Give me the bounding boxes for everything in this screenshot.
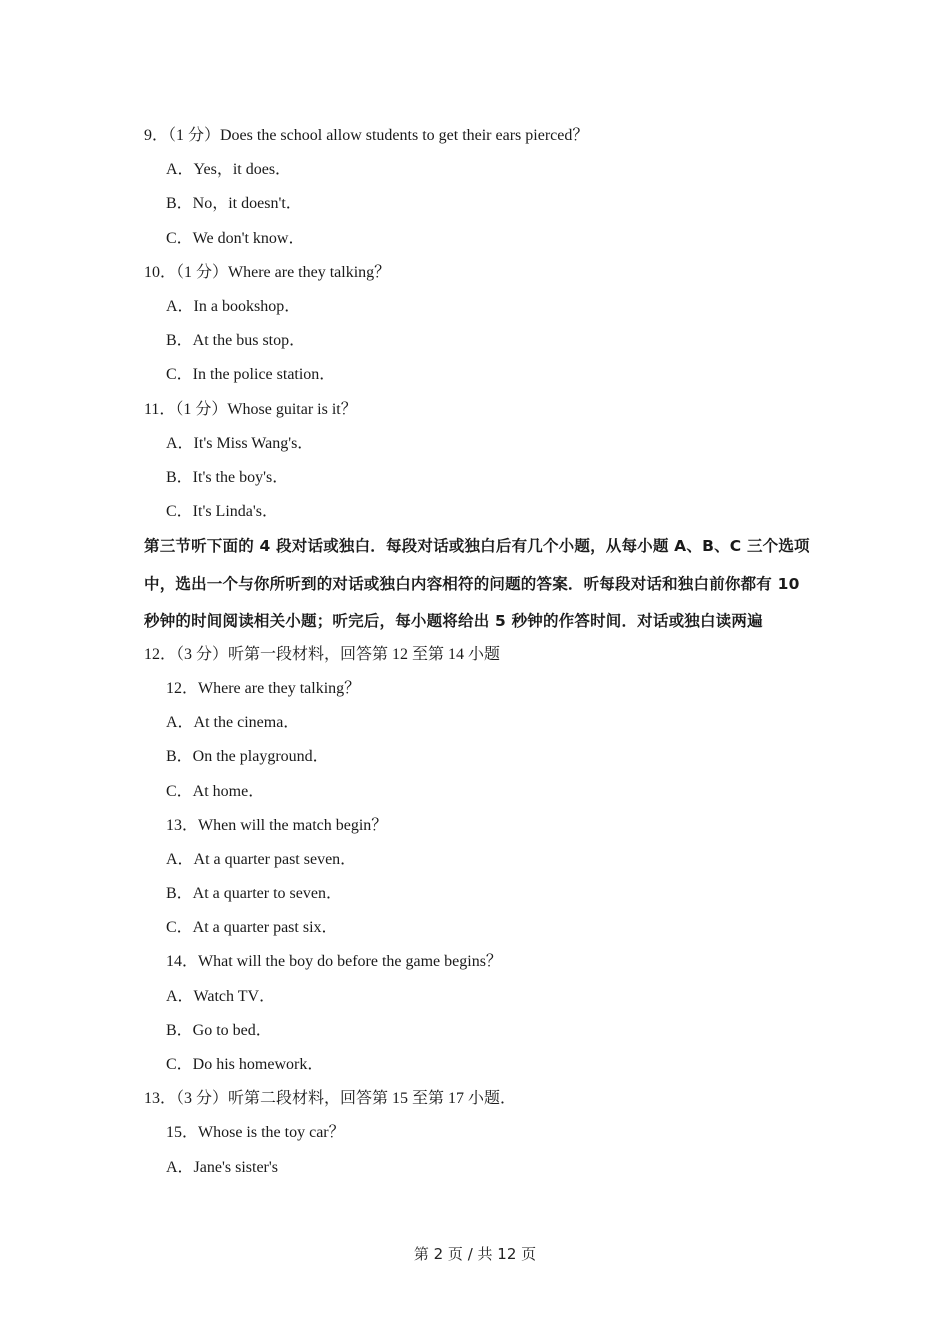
answer-option: B．At a quarter to seven． bbox=[166, 885, 342, 903]
questions-9-11 bbox=[144, 122, 814, 532]
answer-option: A．Yes，it does． bbox=[166, 161, 292, 179]
answer-option: C．Do his homework． bbox=[166, 1056, 324, 1073]
answer-option: B．On the playground． bbox=[166, 748, 329, 766]
answer-option: C．In the police station． bbox=[166, 366, 336, 384]
question-stem: 11．（1 分）Whose guitar is it？ bbox=[144, 400, 357, 418]
answer-option: C．At a quarter past six． bbox=[166, 919, 338, 937]
page-footer: 第 2 页 / 共 12 页 bbox=[413, 1245, 537, 1263]
sub-question: 13．When will the match begin？ bbox=[166, 816, 388, 834]
answer-option: A．At a quarter past seven． bbox=[166, 850, 357, 868]
answer-option: A．It's Miss Wang's． bbox=[166, 434, 314, 452]
answer-option: B．At the bus stop． bbox=[166, 332, 306, 350]
answer-option: B．It's the boy's． bbox=[166, 468, 289, 486]
question-stem: 12．（3 分）听第一段材料，回答第 12 至第 14 小题 bbox=[144, 645, 501, 663]
answer-option: C．It's Linda's． bbox=[166, 503, 278, 521]
answer-option: A．Watch TV． bbox=[166, 987, 276, 1005]
answer-option: C．At home． bbox=[166, 782, 265, 800]
answer-option: A．Jane's sister's bbox=[166, 1158, 278, 1176]
exam-page-content bbox=[144, 122, 814, 1188]
answer-option: A．In a bookshop． bbox=[166, 297, 301, 315]
sub-question: 14．What will the boy do before the game begins？ bbox=[166, 953, 502, 971]
question-stem: 9．（1 分）Does the school allow students to get their ears pierced？ bbox=[144, 127, 589, 144]
answer-option: A．At the cinema． bbox=[166, 714, 300, 732]
question-stem: 10．（1 分）Where are they talking？ bbox=[144, 263, 391, 281]
answer-option: B．Go to bed． bbox=[166, 1021, 272, 1039]
questions-12-13 bbox=[144, 641, 814, 1188]
answer-option: C．We don't know． bbox=[166, 229, 305, 247]
answer-option: B．No，it doesn't． bbox=[166, 195, 302, 213]
section-three-instructions: 第三节听下面的 4 段对话或独白．每段对话或独白后有几个小题，从每小题 A、B、C 三个选项中，选出一个与你所听到的对话或独白内容相符的问题的答案．听每段对话和独白前你都有 10 秒钟的时间阅读相关小题；听完后，每小题将给出 5 秒钟的作答时间．对话或独白读两遍 bbox=[144, 537, 810, 631]
sub-question: 12．Where are they talking？ bbox=[166, 679, 361, 697]
sub-question: 15．Whose is the toy car？ bbox=[166, 1124, 345, 1142]
question-stem: 13．（3 分）听第二段材料，回答第 15 至第 17 小题． bbox=[144, 1090, 517, 1108]
